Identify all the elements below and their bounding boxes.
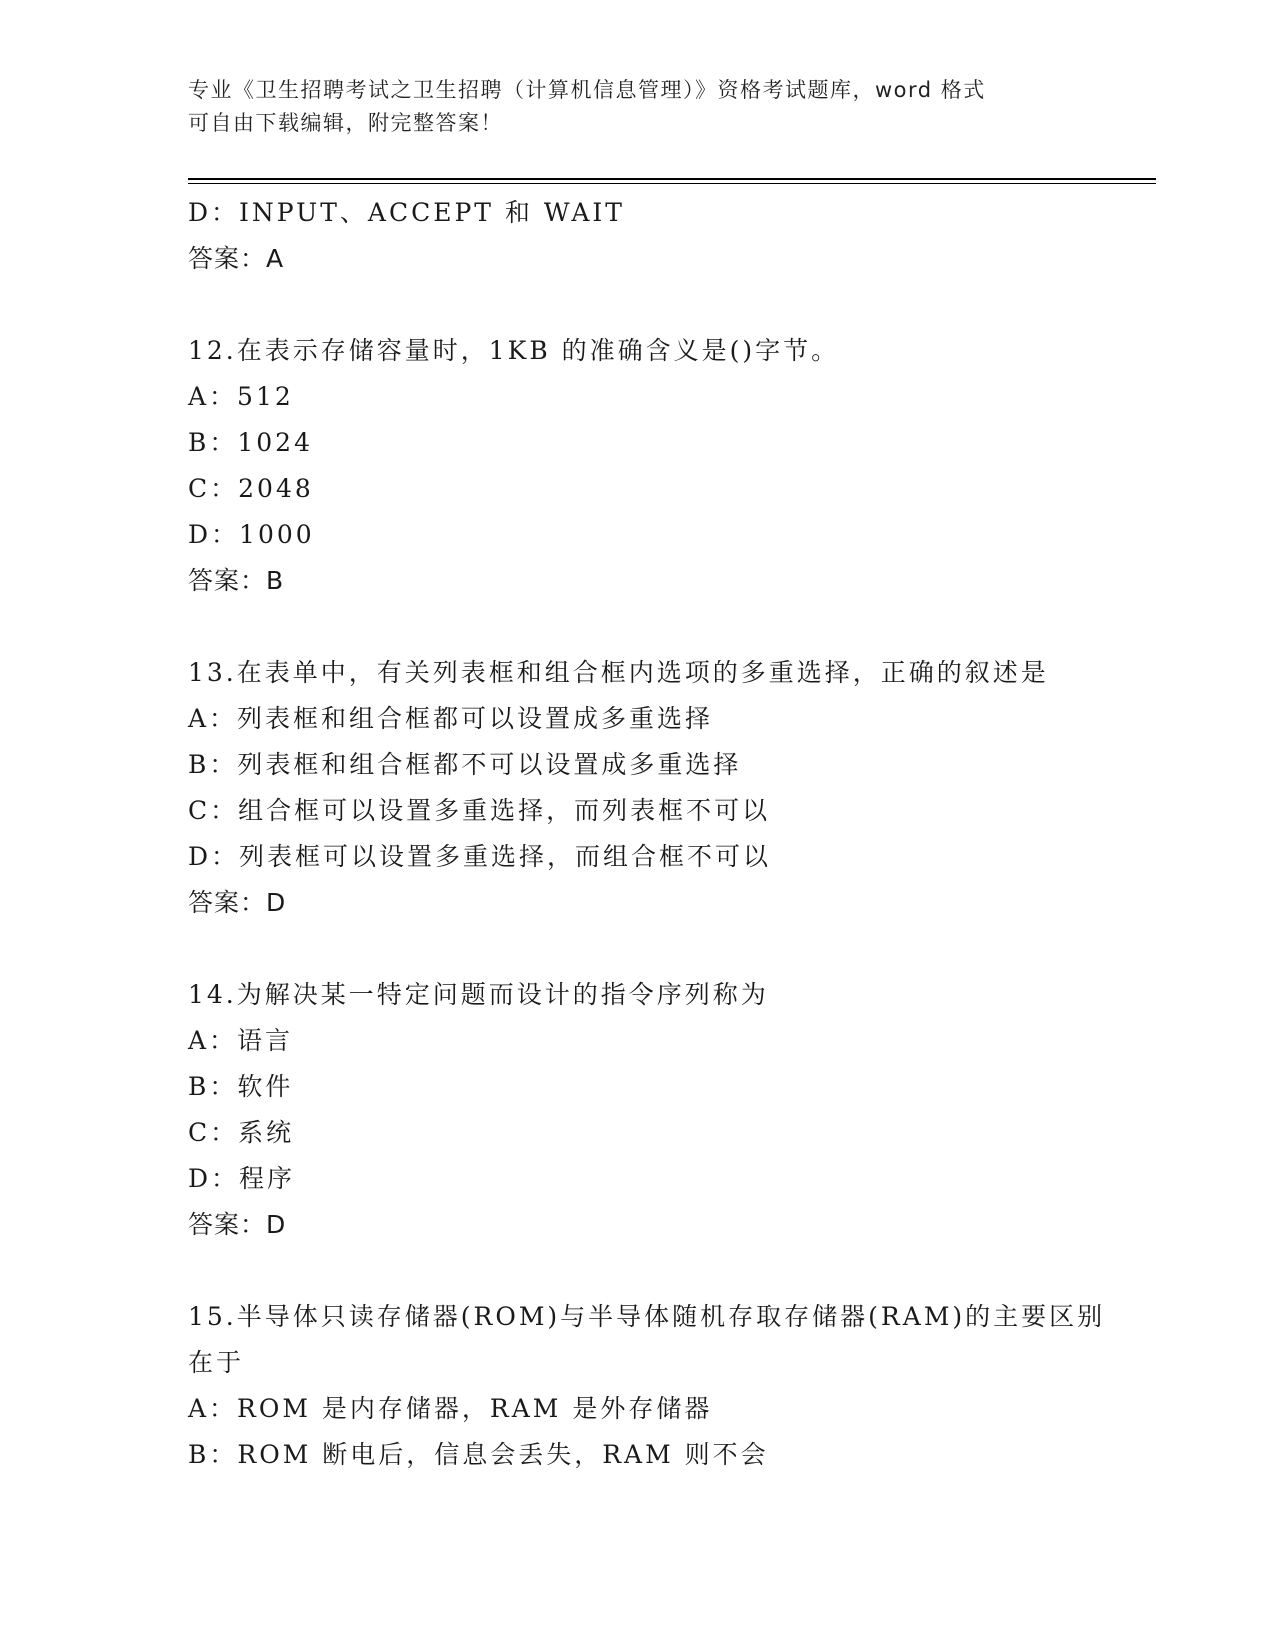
document-header xyxy=(188,74,1088,140)
question-stem-continued: 在于 xyxy=(188,1348,245,1377)
option-b: B：列表框和组合框都不可以设置成多重选择 xyxy=(188,750,742,779)
question-stem: 13.在表单中，有关列表框和组合框内选项的多重选择，正确的叙述是 xyxy=(188,658,1049,687)
option-a: A：ROM 是内存储器，RAM 是外存储器 xyxy=(188,1394,713,1423)
option-c: C：2048 xyxy=(188,474,314,503)
question-list xyxy=(188,190,1108,1478)
answer-line: 答案：A xyxy=(188,244,285,273)
option-b: B：ROM 断电后，信息会丢失，RAM 则不会 xyxy=(188,1440,769,1469)
option-d: D：INPUT、ACCEPT 和 WAIT xyxy=(188,198,625,227)
header-line-2: 可自由下载编辑，附完整答案！ xyxy=(188,111,503,135)
answer-line: 答案：B xyxy=(188,566,285,595)
option-a: A：列表框和组合框都可以设置成多重选择 xyxy=(188,704,714,733)
header-rule-thin xyxy=(188,183,1156,184)
question-block-13 xyxy=(188,650,1108,926)
option-c: C：系统 xyxy=(188,1118,295,1147)
option-b: B：软件 xyxy=(188,1072,294,1101)
question-block-14 xyxy=(188,972,1108,1248)
question-block-prev xyxy=(188,190,1108,282)
option-b: B：1024 xyxy=(188,428,313,457)
question-stem: 12.在表示存储容量时，1KB 的准确含义是()字节。 xyxy=(188,336,840,365)
answer-line: 答案：D xyxy=(188,888,287,917)
option-d: D：列表框可以设置多重选择，而组合框不可以 xyxy=(188,842,772,871)
option-d: D：1000 xyxy=(188,520,315,549)
question-block-15 xyxy=(188,1294,1108,1478)
question-stem: 14.为解决某一特定问题而设计的指令序列称为 xyxy=(188,980,769,1009)
option-a: A：语言 xyxy=(188,1026,294,1055)
spacer xyxy=(188,282,1108,328)
spacer xyxy=(188,604,1108,650)
option-c: C：组合框可以设置多重选择，而列表框不可以 xyxy=(188,796,771,825)
header-line-1: 专业《卫生招聘考试之卫生招聘（计算机信息管理）》资格考试题库，word 格式 xyxy=(188,78,986,102)
spacer xyxy=(188,1248,1108,1294)
answer-line: 答案：D xyxy=(188,1210,287,1239)
option-a: A：512 xyxy=(188,382,294,411)
question-stem: 15.半导体只读存储器(ROM)与半导体随机存取存储器(RAM)的主要区别 xyxy=(188,1302,1106,1331)
spacer xyxy=(188,926,1108,972)
question-block-12 xyxy=(188,328,1108,604)
header-rule-thick xyxy=(188,178,1156,180)
option-d: D：程序 xyxy=(188,1164,296,1193)
